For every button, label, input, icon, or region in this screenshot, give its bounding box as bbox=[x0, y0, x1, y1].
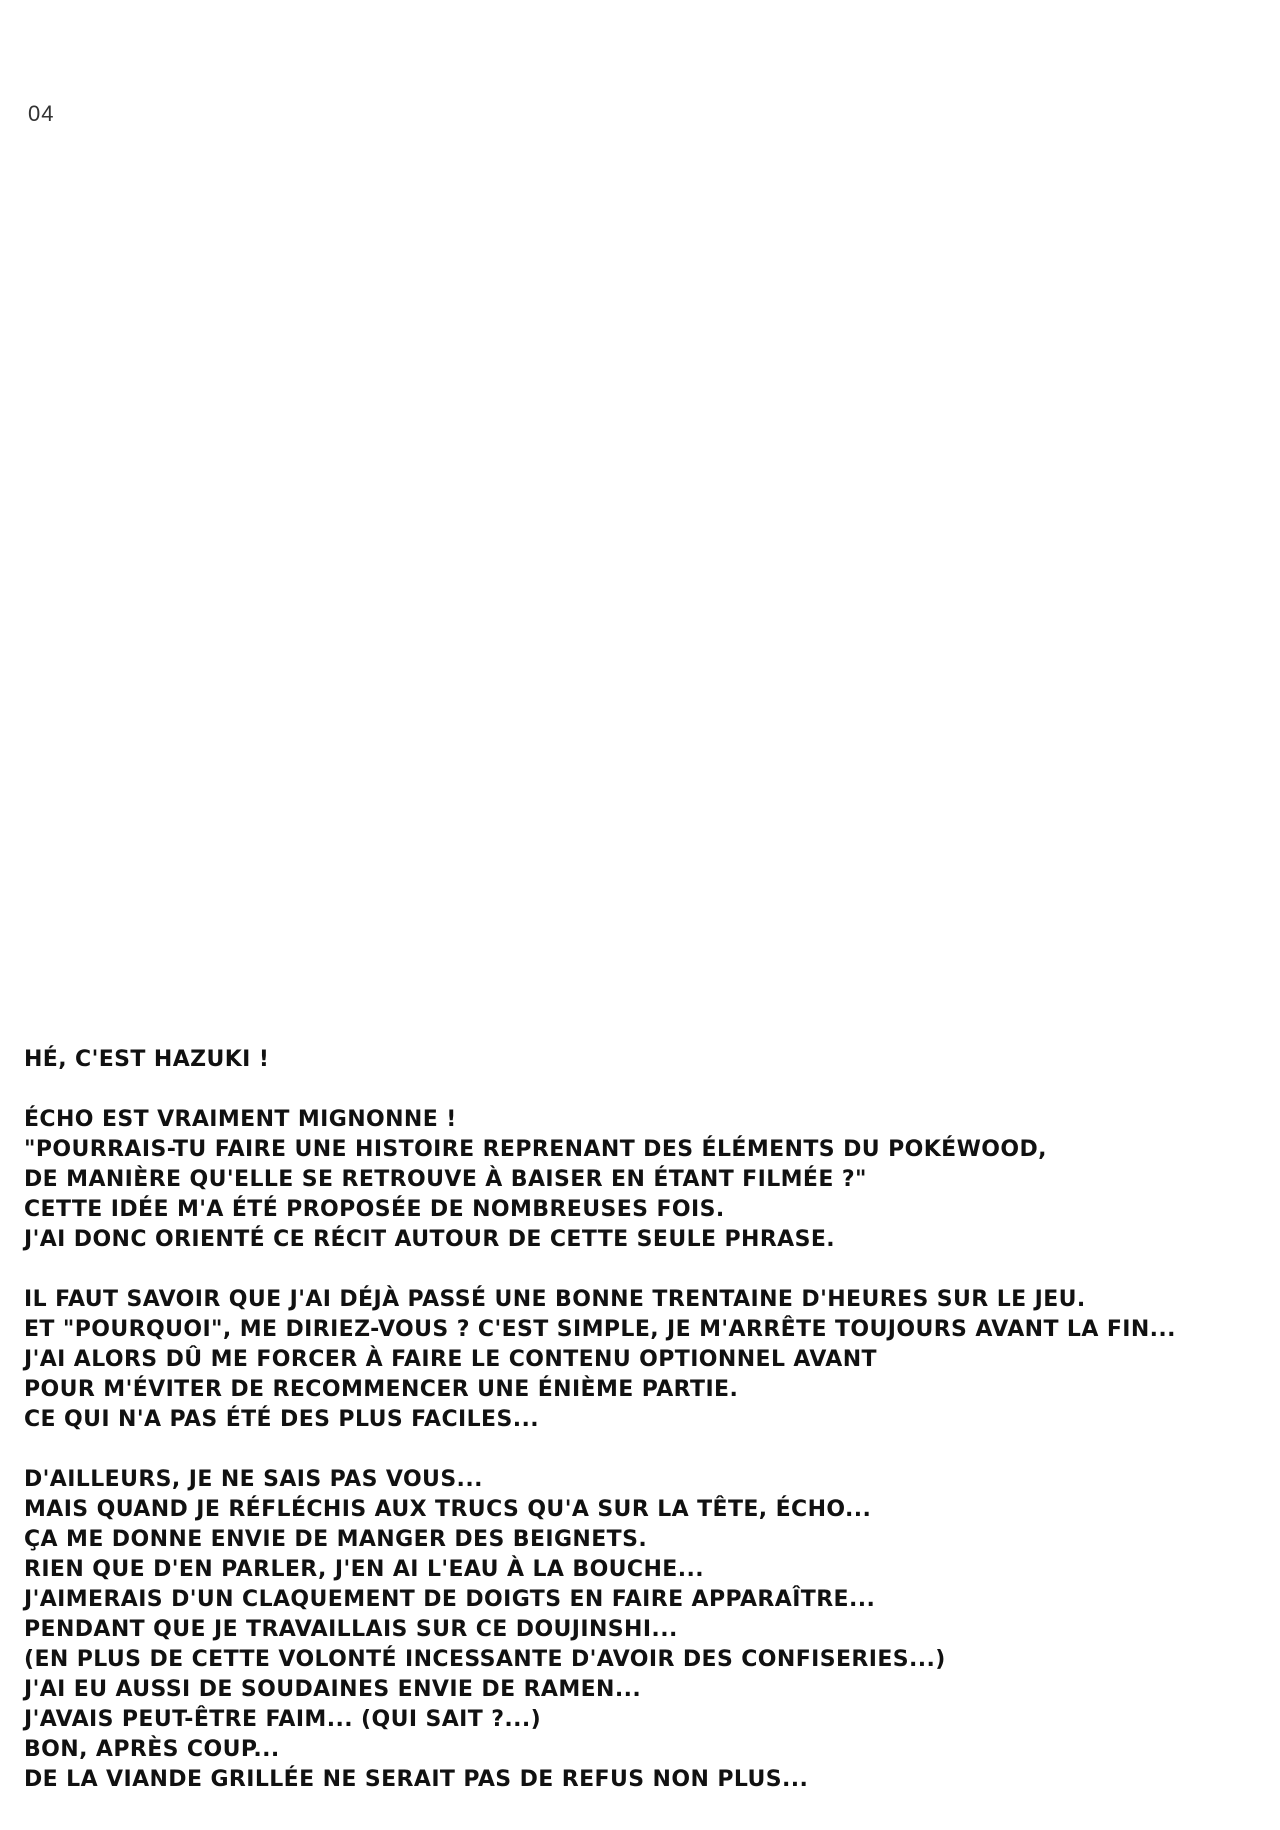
text-line: J'AI ALORS DÛ ME FORCER À FAIRE LE CONTENU OPTIONNEL AVANT bbox=[24, 1347, 877, 1372]
text-line: HÉ, C'EST HAZUKI ! bbox=[24, 1047, 270, 1072]
text-line: ET "POURQUOI", ME DIRIEZ-VOUS ? C'EST SIMPLE, JE M'ARRÊTE TOUJOURS AVANT LA FIN... bbox=[24, 1317, 1176, 1342]
afterword-text bbox=[24, 1045, 1254, 1825]
text-line: "POURRAIS-TU FAIRE UNE HISTOIRE REPRENANT DES ÉLÉMENTS DU POKÉWOOD, bbox=[24, 1137, 1047, 1162]
paragraph-greeting bbox=[24, 1045, 1254, 1075]
text-line: D'AILLEURS, JE NE SAIS PAS VOUS... bbox=[24, 1467, 483, 1492]
text-line: DE LA VIANDE GRILLÉE NE SERAIT PAS DE REFUS NON PLUS... bbox=[24, 1767, 809, 1792]
text-line: J'AVAIS PEUT-ÊTRE FAIM... (QUI SAIT ?...) bbox=[24, 1707, 542, 1732]
paragraph-food bbox=[24, 1465, 1254, 1795]
page-number: 04 bbox=[28, 101, 55, 126]
text-line: MAIS QUAND JE RÉFLÉCHIS AUX TRUCS QU'A SUR LA TÊTE, ÉCHO... bbox=[24, 1497, 872, 1522]
text-line: J'AI DONC ORIENTÉ CE RÉCIT AUTOUR DE CETTE SEULE PHRASE. bbox=[24, 1227, 836, 1252]
text-line: BON, APRÈS COUP... bbox=[24, 1737, 280, 1762]
text-line: ÇA ME DONNE ENVIE DE MANGER DES BEIGNETS. bbox=[24, 1527, 648, 1552]
text-line: CETTE IDÉE M'A ÉTÉ PROPOSÉE DE NOMBREUSES FOIS. bbox=[24, 1197, 725, 1222]
text-line: J'AIMERAIS D'UN CLAQUEMENT DE DOIGTS EN FAIRE APPARAÎTRE... bbox=[24, 1587, 876, 1612]
text-line: ÉCHO EST VRAIMENT MIGNONNE ! bbox=[24, 1107, 457, 1132]
paragraph-idea bbox=[24, 1105, 1254, 1255]
text-line: (EN PLUS DE CETTE VOLONTÉ INCESSANTE D'AVOIR DES CONFISERIES...) bbox=[24, 1647, 946, 1672]
text-line: IL FAUT SAVOIR QUE J'AI DÉJÀ PASSÉ UNE BONNE TRENTAINE D'HEURES SUR LE JEU. bbox=[24, 1287, 1086, 1312]
text-line: POUR M'ÉVITER DE RECOMMENCER UNE ÉNIÈME PARTIE. bbox=[24, 1377, 739, 1402]
text-line: DE MANIÈRE QU'ELLE SE RETROUVE À BAISER EN ÉTANT FILMÉE ?" bbox=[24, 1167, 867, 1192]
text-line: J'AI EU AUSSI DE SOUDAINES ENVIE DE RAMEN... bbox=[24, 1677, 642, 1702]
text-line: CE QUI N'A PAS ÉTÉ DES PLUS FACILES... bbox=[24, 1407, 539, 1432]
text-line: RIEN QUE D'EN PARLER, J'EN AI L'EAU À LA BOUCHE... bbox=[24, 1557, 704, 1582]
text-line: PENDANT QUE JE TRAVAILLAIS SUR CE DOUJINSHI... bbox=[24, 1617, 678, 1642]
paragraph-game bbox=[24, 1285, 1254, 1435]
